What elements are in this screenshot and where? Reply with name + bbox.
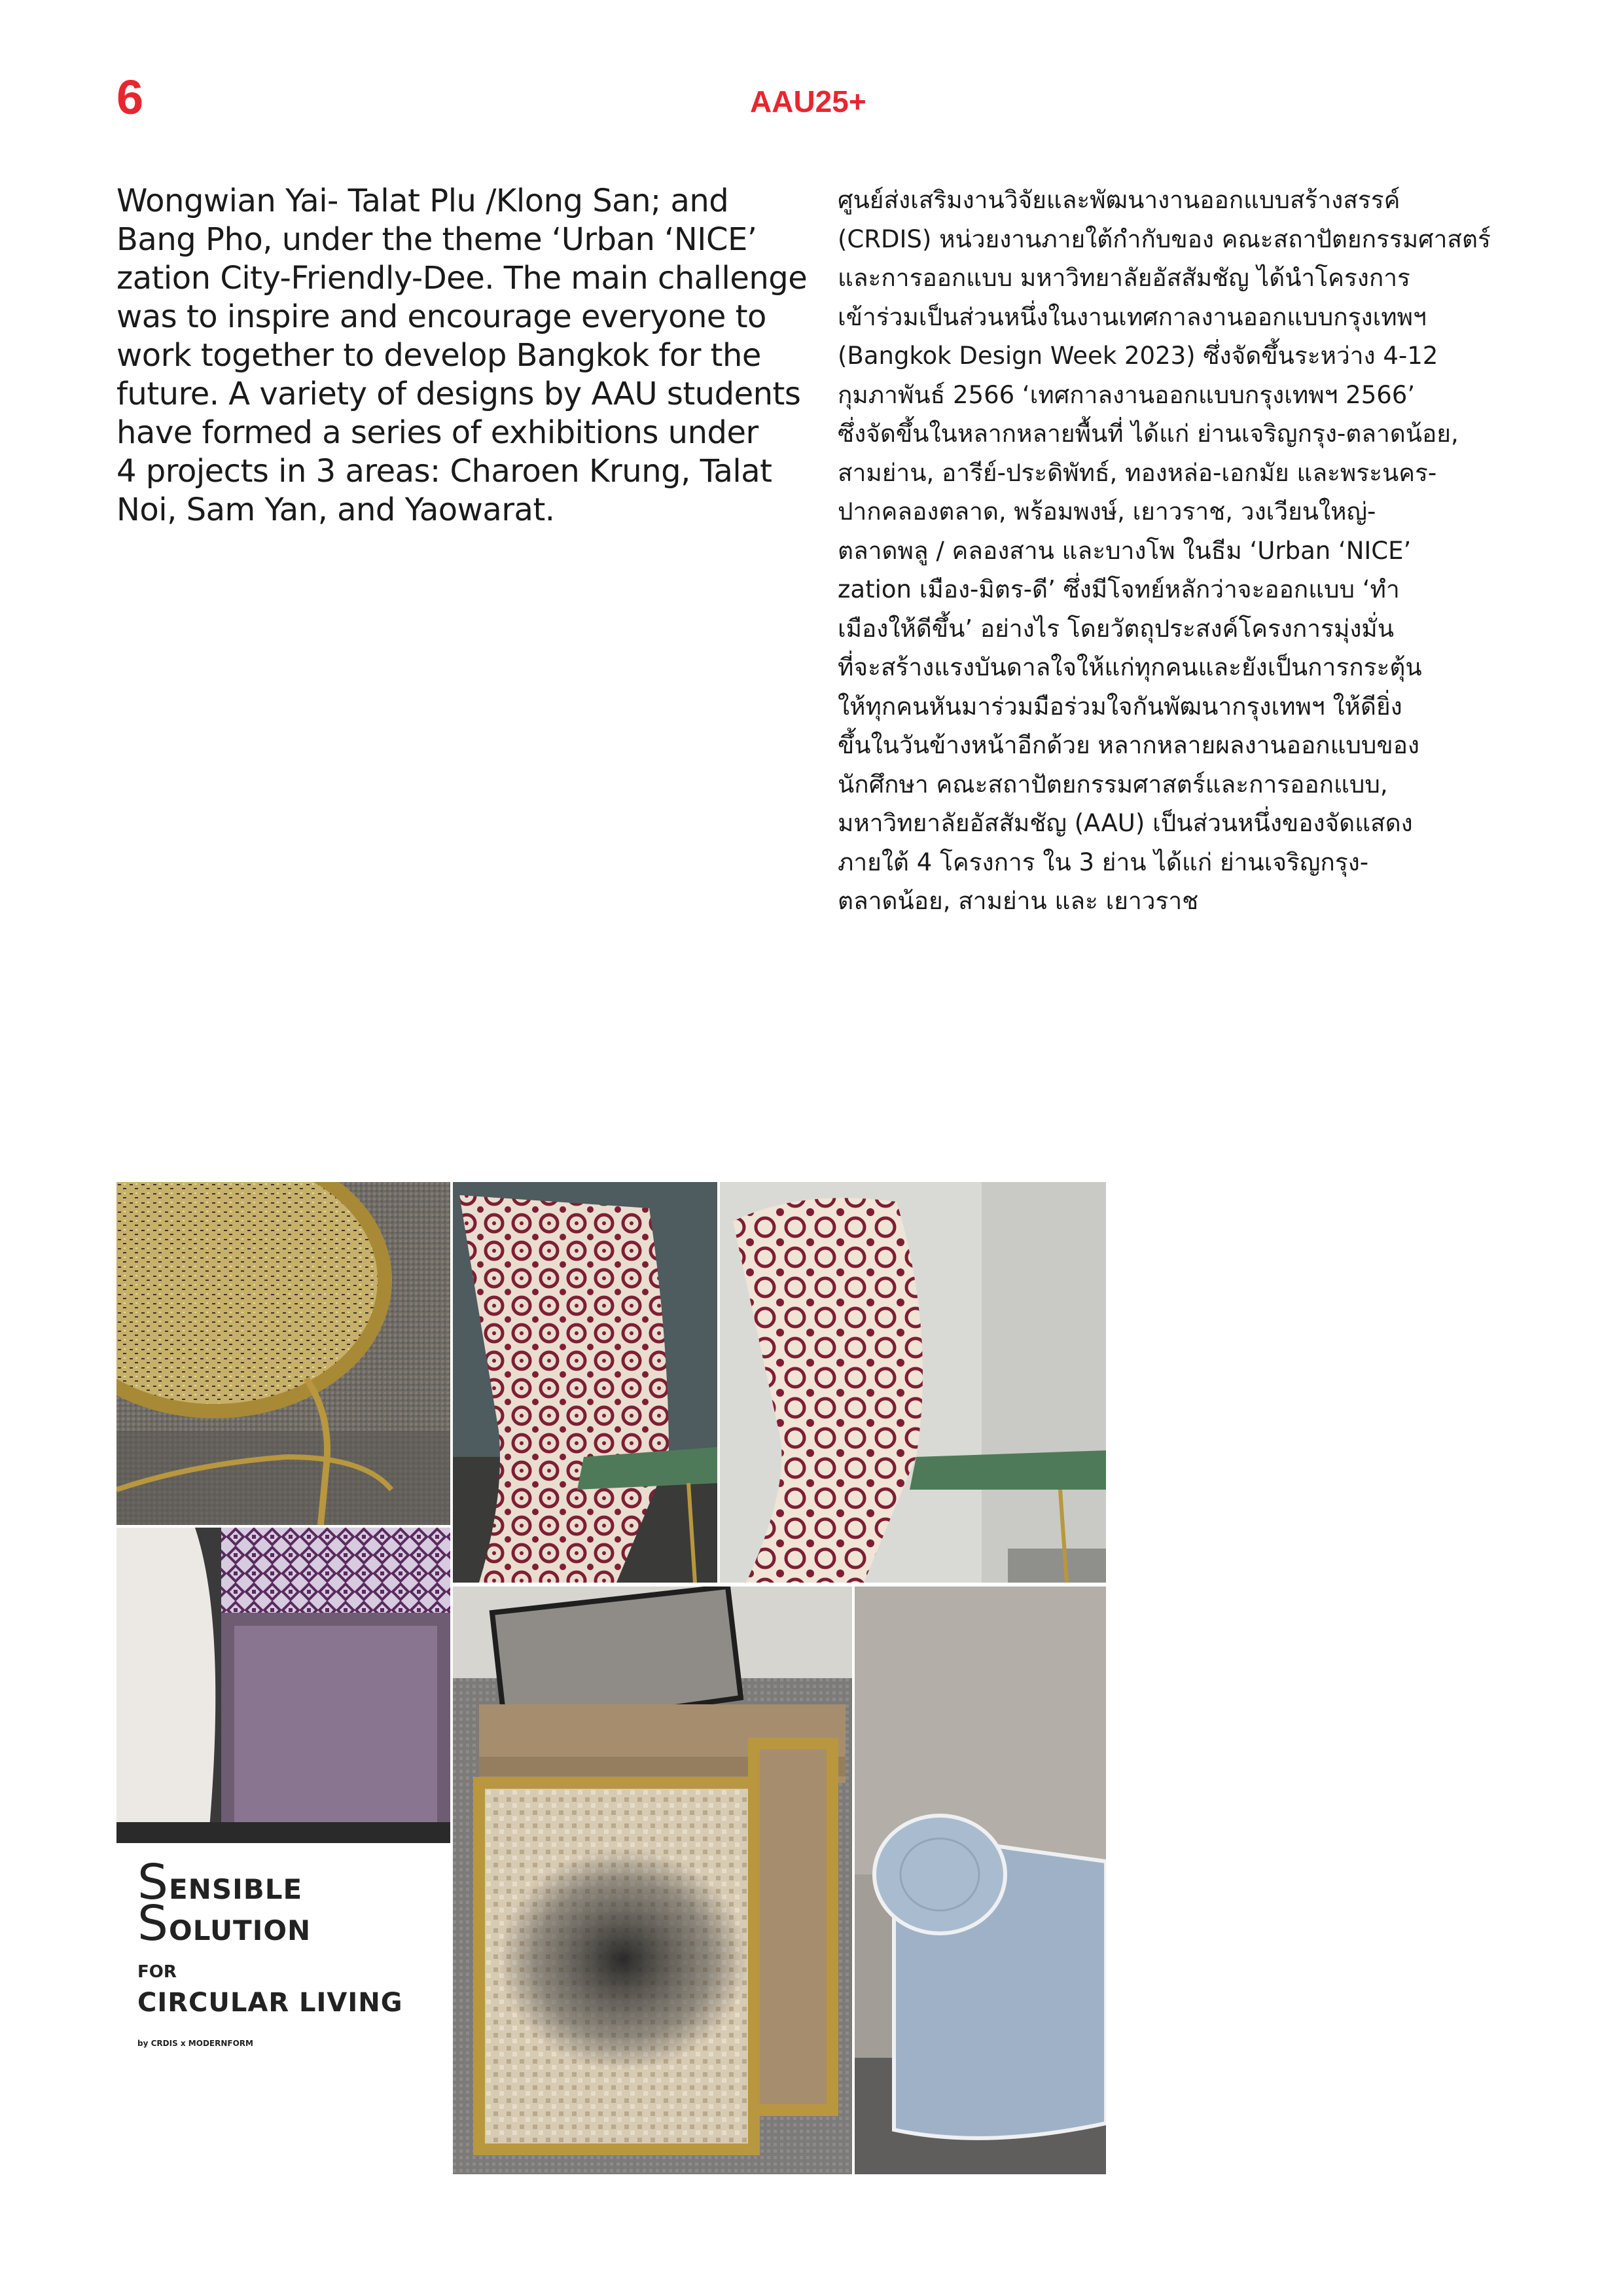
thai-line: ตลาดพลู / คลองสาน และบางโพ ในธีม ‘Urban ‘NICE’ <box>838 536 1412 565</box>
english-line: work together to develop Bangkok for the <box>116 337 761 374</box>
english-line: have formed a series of exhibitions under <box>116 414 758 451</box>
title-credit: by CRDIS x MODERNFORM <box>137 2039 253 2048</box>
photo-woven-cabinet <box>453 1587 852 2174</box>
photo-purple-panel <box>116 1528 450 1843</box>
collage-title-block <box>137 1854 438 2049</box>
thai-line: กุมภาพันธ์ 2566 ‘เทศกาลงานออกแบบกรุงเทพฯ 2566’ <box>838 380 1416 409</box>
title-for: FOR <box>137 1962 177 1982</box>
thai-line: ศูนย์ส่งเสริมงานวิจัยและพัฒนางานออกแบบสร้างสรรค์ <box>838 186 1400 214</box>
thai-line: สามย่าน, อารีย์-ประดิพัทธ์, ทองหล่อ-เอกมัย และพระนคร- <box>838 458 1437 487</box>
english-column <box>116 182 810 529</box>
thai-line: ภายใต้ 4 โครงการ ใน 3 ย่าน ได้แก่ ย่านเจริญกรุง- <box>838 848 1369 876</box>
thai-line: (Bangkok Design Week 2023) ซึ่งจัดขึ้นระหว่าง 4-12 <box>838 342 1438 370</box>
english-line: Bang Pho, under the theme ‘Urban ‘NICE’ <box>116 221 757 258</box>
page-number: 6 <box>116 70 144 124</box>
thai-line: เมืองให้ดีขึ้น’ อย่างไร โดยวัตถุประสงค์โครงการมุ่งมั่น <box>838 614 1395 643</box>
title-line-solution: SOLUTION <box>137 1895 312 1952</box>
thai-line: ตลาดน้อย, สามย่าน และ เยาวราช <box>838 887 1199 915</box>
thai-column <box>838 181 1531 921</box>
thai-line: zation เมือง-มิตร-ดี’ ซึ่งมีโจทย์หลักว่าจะออกแบบ ‘ทำ <box>838 575 1400 603</box>
thai-line: ให้ทุกคนหันมาร่วมมือร่วมใจกันพัฒนากรุงเทพฯ ให้ดียิ่ง <box>838 692 1402 721</box>
thai-line: เข้าร่วมเป็นส่วนหนึ่งในงานเทศกาลงานออกแบบกรุงเทพฯ <box>838 302 1427 331</box>
thai-line: ขึ้นในวันข้างหน้าอีกด้วย หลากหลายผลงานออกแบบของ <box>838 731 1419 759</box>
thai-line: และการออกแบบ มหาวิทยาลัยอัสสัมชัญ ได้นำโครงการ <box>838 264 1410 292</box>
photo-woven-chair-left <box>453 1182 717 1583</box>
photo-woven-chair-right <box>720 1182 1106 1583</box>
english-line: zation City-Friendly-Dee. The main challenge <box>116 260 808 296</box>
thai-line: ที่จะสร้างแรงบันดาลใจให้แก่ทุกคนและยังเป็นการกระตุ้น <box>838 653 1422 681</box>
english-line: Wongwian Yai- Talat Plu /Klong San; and <box>116 183 729 219</box>
thai-line: มหาวิทยาลัยอัสสัมชัญ (AAU) เป็นส่วนหนึ่งของจัดแสดง <box>838 809 1413 837</box>
thai-line: นักศึกษา คณะสถาปัตยกรรมศาสตร์และการออกแบบ, <box>838 770 1388 798</box>
thai-line: ซึ่งจัดขึ้นในหลากหลายพื้นที่ ได้แก่ ย่านเจริญกรุง-ตลาดน้อย, <box>838 420 1459 448</box>
photo-blue-lounge-chair <box>855 1587 1106 2174</box>
english-line: was to inspire and encourage everyone to <box>116 298 766 335</box>
title-circular-living: CIRCULAR LIVING <box>137 1988 403 2018</box>
english-line: Noi, Sam Yan, and Yaowarat. <box>116 492 555 528</box>
title-line-sensible: SENSIBLE <box>137 1854 303 1910</box>
english-line: future. A variety of designs by AAU students <box>116 376 801 412</box>
thai-line: (CRDIS) หน่วยงานภายใต้กำกับของ คณะสถาปัตยกรรมศาสตร์ <box>838 224 1491 253</box>
english-line: 4 projects in 3 areas: Charoen Krung, Talat <box>116 453 772 490</box>
photo-gold-woven-table <box>116 1182 450 1525</box>
thai-line: ปากคลองตลาด, พร้อมพงษ์, เยาวราช, วงเวียนใหญ่- <box>838 497 1376 526</box>
header-brand: AAU25+ <box>750 84 866 118</box>
